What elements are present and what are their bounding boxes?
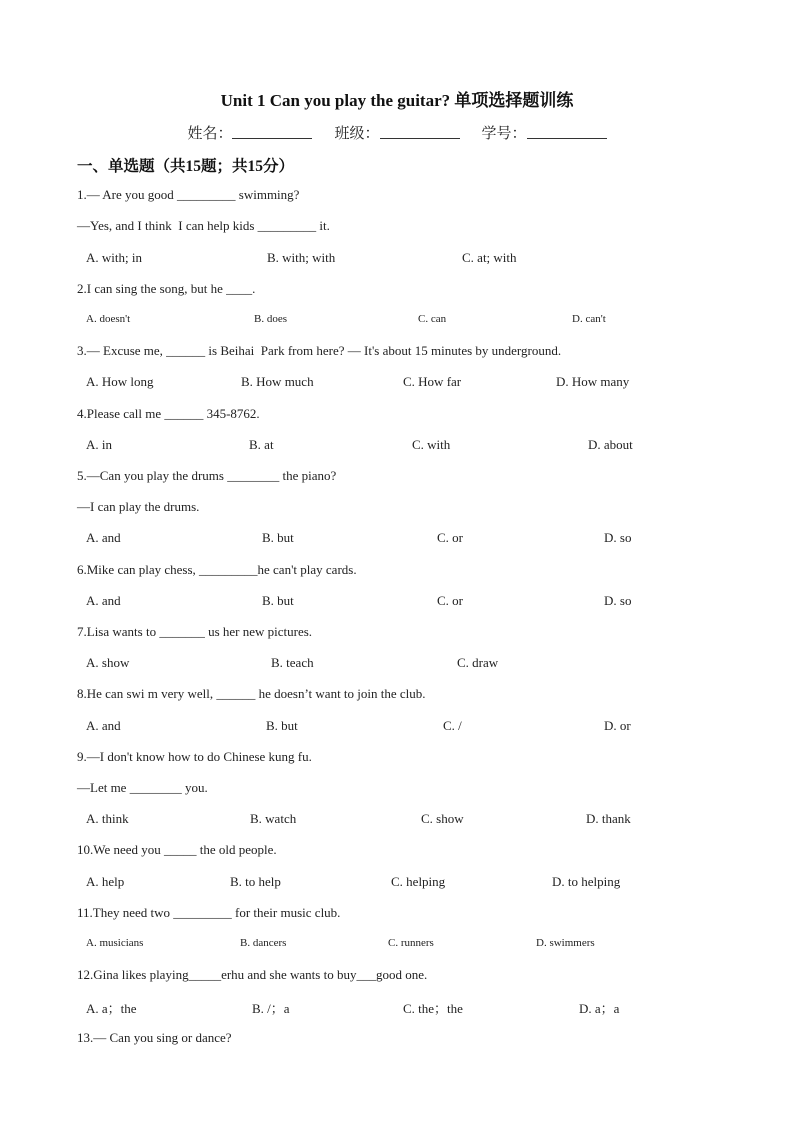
question-9-line-2: —Let me ________ you. xyxy=(77,780,208,795)
question-7-option-b[interactable]: B. teach xyxy=(271,655,314,670)
question-4-option-b[interactable]: B. at xyxy=(249,437,274,452)
question-3-option-d[interactable]: D. How many xyxy=(556,374,630,389)
id-label: 学号： xyxy=(481,126,527,142)
question-1-line-1: 1.— Are you good _________ swimming? xyxy=(77,187,300,202)
question-5-options xyxy=(86,530,646,548)
question-5-option-c[interactable]: C. or xyxy=(437,530,463,545)
question-7-line-1: 7.Lisa wants to _______ us her new pictures. xyxy=(77,624,313,639)
question-5-option-d[interactable]: D. so xyxy=(604,530,632,545)
question-10-option-a[interactable]: A. help xyxy=(86,874,125,889)
question-11-option-d[interactable]: D. swimmers xyxy=(536,937,595,949)
question-9-option-d[interactable]: D. thank xyxy=(586,811,631,826)
question-1-option-c[interactable]: C. at; with xyxy=(462,250,517,265)
question-10-line-1: 10.We need you _____ the old people. xyxy=(77,842,277,857)
question-3-option-a[interactable]: A. How long xyxy=(86,374,154,389)
class-label: 班级： xyxy=(334,126,380,142)
id-blank[interactable] xyxy=(527,124,607,139)
question-8-option-b[interactable]: B. but xyxy=(266,718,298,733)
question-1-option-b[interactable]: B. with; with xyxy=(267,250,336,265)
question-10-options xyxy=(86,874,646,892)
question-4-options xyxy=(86,437,646,455)
question-7-option-c[interactable]: C. draw xyxy=(457,655,499,670)
question-8-option-d[interactable]: D. or xyxy=(604,718,631,733)
question-6-option-a[interactable]: A. and xyxy=(86,593,121,608)
question-1-line-2: —Yes, and I think I can help kids _________ it. xyxy=(77,218,330,233)
question-3-option-c[interactable]: C. How far xyxy=(403,374,462,389)
question-8-option-c[interactable]: C. / xyxy=(443,718,462,733)
question-3-options xyxy=(86,374,646,392)
question-6-option-c[interactable]: C. or xyxy=(437,593,463,608)
question-12-option-a[interactable]: A. a；the xyxy=(86,1001,137,1016)
question-10-option-b[interactable]: B. to help xyxy=(230,874,281,889)
question-6-option-d[interactable]: D. so xyxy=(604,593,632,608)
question-2-option-c[interactable]: C. can xyxy=(418,313,447,325)
question-11-options xyxy=(86,936,646,954)
question-10-option-d[interactable]: D. to helping xyxy=(552,874,621,889)
question-5-line-1: 5.—Can you play the drums ________ the piano? xyxy=(77,468,337,483)
question-9-option-c[interactable]: C. show xyxy=(421,811,464,826)
question-4-option-c[interactable]: C. with xyxy=(412,437,451,452)
question-1-option-a[interactable]: A. with; in xyxy=(86,250,142,265)
question-12-line-1: 12.Gina likes playing_____erhu and she wants to buy___good one. xyxy=(77,967,428,982)
question-11-option-a[interactable]: A. musicians xyxy=(86,937,144,949)
question-9-option-b[interactable]: B. watch xyxy=(250,811,297,826)
class-blank[interactable] xyxy=(380,124,460,139)
question-5-option-b[interactable]: B. but xyxy=(262,530,294,545)
question-9-option-a[interactable]: A. think xyxy=(86,811,129,826)
question-7-option-a[interactable]: A. show xyxy=(86,655,130,670)
student-info xyxy=(0,122,794,143)
question-2-option-a[interactable]: A. doesn't xyxy=(86,313,131,325)
question-2-option-b[interactable]: B. does xyxy=(254,313,287,325)
question-7-options xyxy=(86,655,646,673)
question-9-line-1: 9.—I don't know how to do Chinese kung fu. xyxy=(77,749,312,764)
question-1-options xyxy=(86,250,646,268)
question-2-option-d[interactable]: D. can't xyxy=(572,313,606,325)
question-3-option-b[interactable]: B. How much xyxy=(241,374,314,389)
question-11-line-1: 11.They need two _________ for their music club. xyxy=(77,905,341,920)
section-title: 一、单选题（共15题；共15分） xyxy=(77,158,295,175)
question-8-line-1: 8.He can swi m very well, ______ he doesn’t want to join the club. xyxy=(77,686,426,701)
question-4-option-d[interactable]: D. about xyxy=(588,437,633,452)
question-5-option-a[interactable]: A. and xyxy=(86,530,121,545)
question-4-option-a[interactable]: A. in xyxy=(86,437,112,452)
name-label: 姓名： xyxy=(187,126,233,142)
question-4-line-1: 4.Please call me ______ 345-8762. xyxy=(77,406,260,421)
question-6-option-b[interactable]: B. but xyxy=(262,593,294,608)
question-8-option-a[interactable]: A. and xyxy=(86,718,121,733)
question-2-options xyxy=(86,312,646,330)
question-8-options xyxy=(86,718,646,736)
question-10-option-c[interactable]: C. helping xyxy=(391,874,446,889)
question-9-options xyxy=(86,811,646,829)
question-12-options xyxy=(86,998,646,1016)
page-title: Unit 1 Can you play the guitar? 单项选择题训练 xyxy=(220,91,574,110)
question-12-option-b[interactable]: B. /；a xyxy=(252,1001,290,1016)
question-6-options xyxy=(86,593,646,611)
question-5-line-2: —I can play the drums. xyxy=(77,499,200,514)
question-12-option-c[interactable]: C. the；the xyxy=(403,1001,463,1016)
name-blank[interactable] xyxy=(232,124,312,139)
question-2-line-1: 2.I can sing the song, but he ____. xyxy=(77,281,256,296)
question-12-option-d[interactable]: D. a；a xyxy=(579,1001,620,1016)
question-6-line-1: 6.Mike can play chess, _________he can't play cards. xyxy=(77,562,357,577)
question-13-line-1: 13.— Can you sing or dance? xyxy=(77,1030,232,1045)
question-11-option-b[interactable]: B. dancers xyxy=(240,937,287,949)
question-11-option-c[interactable]: C. runners xyxy=(388,937,434,949)
question-3-line-1: 3.— Excuse me, ______ is Beihai Park from here? — It's about 15 minutes by underground. xyxy=(77,343,562,358)
